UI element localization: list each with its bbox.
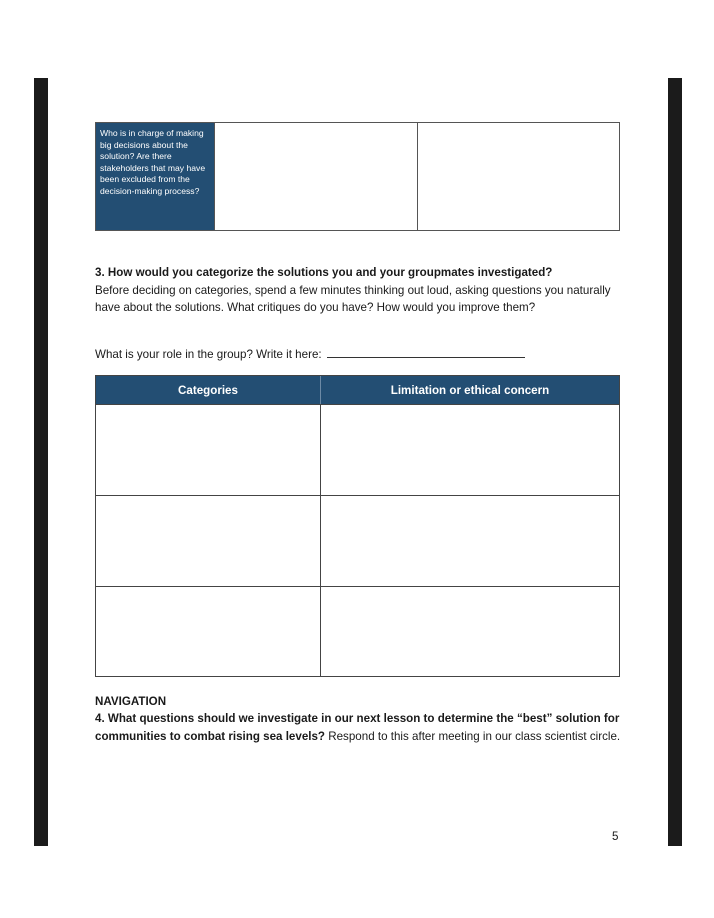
category-cell[interactable] <box>96 496 320 586</box>
header-categories: Categories <box>178 383 238 397</box>
table-row <box>96 495 619 586</box>
question-3 <box>95 264 623 317</box>
table-row <box>96 586 619 677</box>
stakeholder-table <box>95 122 620 231</box>
stakeholder-question-cell: Who is in charge of making big decisions about the solution? Are there stakeholders that may have been excluded from the decision-making process? <box>96 123 214 230</box>
categories-table <box>95 375 620 677</box>
answer-cell-2[interactable] <box>417 123 619 230</box>
question-4-body: Respond to this after meeting in our class scientist circle. <box>325 729 621 743</box>
question-4 <box>95 710 623 745</box>
right-margin-bar <box>668 78 682 846</box>
concern-cell[interactable] <box>320 405 619 495</box>
answer-cell-1[interactable] <box>214 123 417 230</box>
question-3-body: Before deciding on categories, spend a few minutes thinking out loud, asking questions you naturally have about the solutions. What critiques do you have? How would you improve them? <box>95 283 611 315</box>
role-answer-line[interactable] <box>327 346 525 358</box>
category-cell[interactable] <box>96 587 320 677</box>
table-row <box>96 404 619 495</box>
concern-cell[interactable] <box>320 496 619 586</box>
concern-cell[interactable] <box>320 587 619 677</box>
role-prompt <box>95 346 525 364</box>
navigation-title: NAVIGATION <box>95 695 167 708</box>
category-cell[interactable] <box>96 405 320 495</box>
question-4-heading: 4. What questions should we investigate in our next lesson to determine the “best” solution for communities to combat rising sea levels? <box>95 712 620 743</box>
header-limitation: Limitation or ethical concern <box>320 376 619 404</box>
left-margin-bar <box>34 78 48 846</box>
question-3-heading: 3. How would you categorize the solutions you and your groupmates investigated? <box>95 266 553 279</box>
role-prompt-text: What is your role in the group? Write it here: <box>95 348 322 361</box>
page-number: 5 <box>612 830 619 843</box>
categories-table-header <box>96 376 619 404</box>
